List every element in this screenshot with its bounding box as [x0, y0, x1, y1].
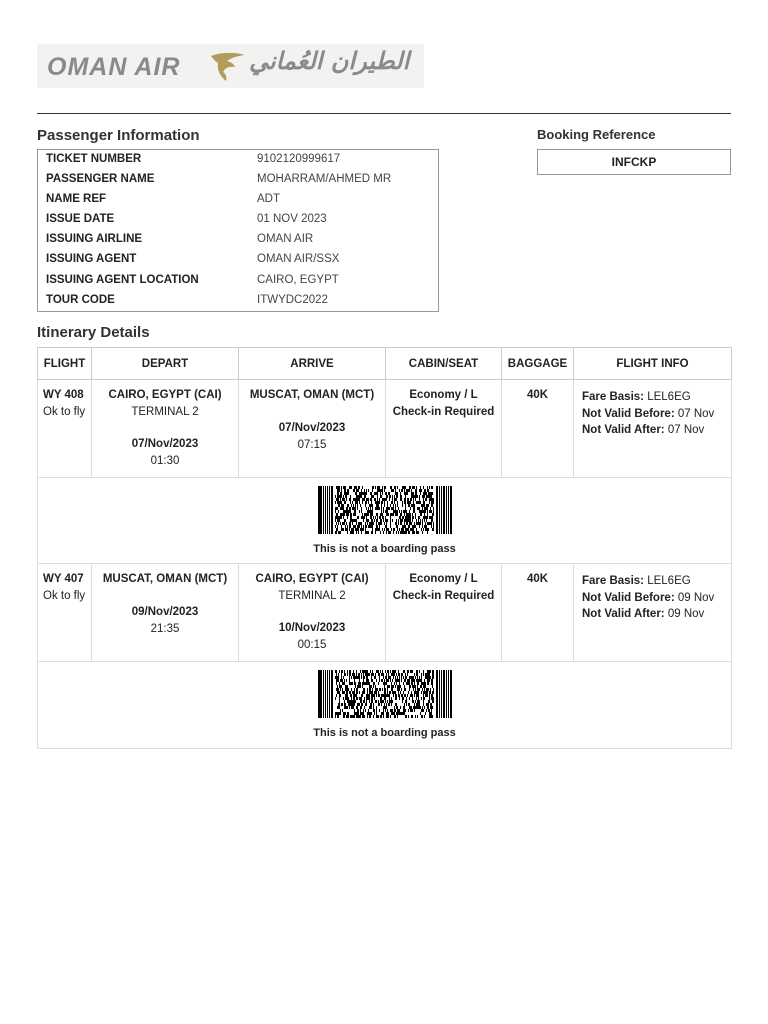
header-cabin-seat: CABIN/SEAT [386, 348, 502, 380]
not-valid-after-value: 09 Nov [667, 608, 705, 620]
baggage-cell: 40K [502, 380, 574, 478]
flight-row [38, 380, 732, 478]
arrive-time: 00:15 [297, 638, 327, 651]
row-value: OMAN AIR [257, 233, 314, 245]
row-value: ADT [257, 193, 280, 205]
row-label: ISSUE DATE [46, 213, 115, 225]
depart-place: CAIRO, EGYPT (CAI) [108, 389, 222, 401]
flight-info-cell [574, 380, 732, 478]
not-valid-after-label: Not Valid After: [582, 608, 665, 620]
arrive-terminal [243, 404, 381, 421]
flight-status: Ok to fly [43, 589, 86, 602]
cabin-cell [386, 564, 502, 662]
arrive-place: MUSCAT, OMAN (MCT) [249, 389, 375, 401]
row-value: MOHARRAM/AHMED MR [257, 173, 392, 185]
barcode-row [38, 478, 732, 564]
arrive-terminal: TERMINAL 2 [278, 589, 346, 602]
passenger-row [38, 210, 438, 230]
row-value: ITWYDC2022 [257, 294, 328, 306]
passenger-row [38, 230, 438, 250]
baggage-cell: 40K [502, 564, 574, 662]
arrive-place: CAIRO, EGYPT (CAI) [255, 573, 369, 585]
passenger-info-title: Passenger Information [37, 127, 200, 144]
depart-cell [92, 564, 239, 662]
row-value: OMAN AIR/SSX [257, 253, 340, 265]
not-valid-before-value: 07 Nov [677, 407, 715, 420]
fare-basis-label: Fare Basis: [582, 391, 645, 403]
header-divider [37, 113, 731, 114]
barcode-row [38, 662, 732, 749]
header-depart: DEPART [92, 348, 239, 380]
arrive-cell [239, 380, 386, 478]
arrive-cell [239, 564, 386, 662]
header-flight: FLIGHT [38, 348, 92, 380]
row-value: 9102120999617 [257, 153, 341, 165]
flight-status: Ok to fly [43, 405, 86, 418]
passenger-row [38, 190, 438, 210]
cabin-cell [386, 380, 502, 478]
row-value: 01 NOV 2023 [257, 213, 327, 225]
passenger-row [38, 250, 438, 270]
row-label: NAME REF [46, 193, 107, 205]
oman-air-logo [37, 44, 424, 88]
logo-english-text: OMAN AIR [47, 53, 181, 81]
barcode-pdf417 [318, 670, 452, 718]
row-label: ISSUING AGENT LOCATION [46, 274, 199, 286]
header-flight-info: FLIGHT INFO [574, 348, 732, 380]
depart-time: 21:35 [150, 622, 180, 635]
fare-basis-value: LEL6EG [647, 575, 691, 587]
flight-cell [38, 380, 92, 478]
passenger-info-table [37, 149, 439, 312]
not-valid-before-label: Not Valid Before: [582, 591, 675, 604]
passenger-row [38, 170, 438, 190]
wing-emblem-icon [207, 50, 247, 84]
not-valid-after-label: Not Valid After: [582, 424, 665, 436]
row-label: ISSUING AGENT [46, 253, 137, 265]
arrive-date: 10/Nov/2023 [278, 622, 346, 634]
passenger-row [38, 291, 438, 311]
flight-number: WY 408 [43, 389, 84, 401]
booking-reference-value: INFCKP [611, 155, 657, 169]
header-arrive: ARRIVE [239, 348, 386, 380]
depart-date: 07/Nov/2023 [131, 438, 199, 450]
row-value: CAIRO, EGYPT [257, 274, 339, 286]
passenger-row [38, 150, 438, 170]
depart-time: 01:30 [150, 454, 180, 467]
not-boarding-pass-note: This is not a boarding pass [313, 542, 456, 555]
arrive-time: 07:15 [297, 438, 327, 451]
cabin-class: Economy / L [409, 389, 478, 401]
itinerary-table [37, 347, 732, 749]
fare-basis-label: Fare Basis: [582, 575, 645, 587]
depart-cell [92, 380, 239, 478]
flight-row [38, 564, 732, 662]
flight-number: WY 407 [43, 573, 84, 585]
depart-terminal: TERMINAL 2 [131, 405, 199, 418]
barcode-pdf417 [318, 486, 452, 534]
itinerary-header-row [38, 348, 732, 380]
flight-cell [38, 564, 92, 662]
barcode-cell [38, 478, 732, 564]
not-valid-after-value: 07 Nov [667, 424, 705, 436]
arrive-date: 07/Nov/2023 [278, 422, 346, 434]
flight-info-cell [574, 564, 732, 662]
booking-reference-title: Booking Reference [537, 127, 656, 142]
fare-basis-value: LEL6EG [647, 391, 691, 403]
not-boarding-pass-note: This is not a boarding pass [313, 726, 456, 739]
header-baggage: BAGGAGE [502, 348, 574, 380]
checkin-note: Check-in Required [392, 405, 495, 418]
not-valid-before-label: Not Valid Before: [582, 407, 675, 420]
row-label: TICKET NUMBER [46, 153, 142, 165]
cabin-class: Economy / L [409, 573, 478, 585]
passenger-row [38, 271, 438, 291]
booking-reference-box [537, 149, 731, 175]
itinerary-title: Itinerary Details [37, 324, 150, 341]
row-label: TOUR CODE [46, 294, 115, 306]
depart-place: MUSCAT, OMAN (MCT) [102, 573, 228, 585]
logo-arabic-text: الطيران العُماني [249, 47, 410, 75]
depart-date: 09/Nov/2023 [131, 606, 199, 618]
checkin-note: Check-in Required [392, 589, 495, 602]
row-label: ISSUING AIRLINE [46, 233, 143, 245]
row-label: PASSENGER NAME [46, 173, 155, 185]
depart-terminal [96, 588, 234, 605]
barcode-cell [38, 662, 732, 749]
not-valid-before-value: 09 Nov [677, 591, 715, 604]
